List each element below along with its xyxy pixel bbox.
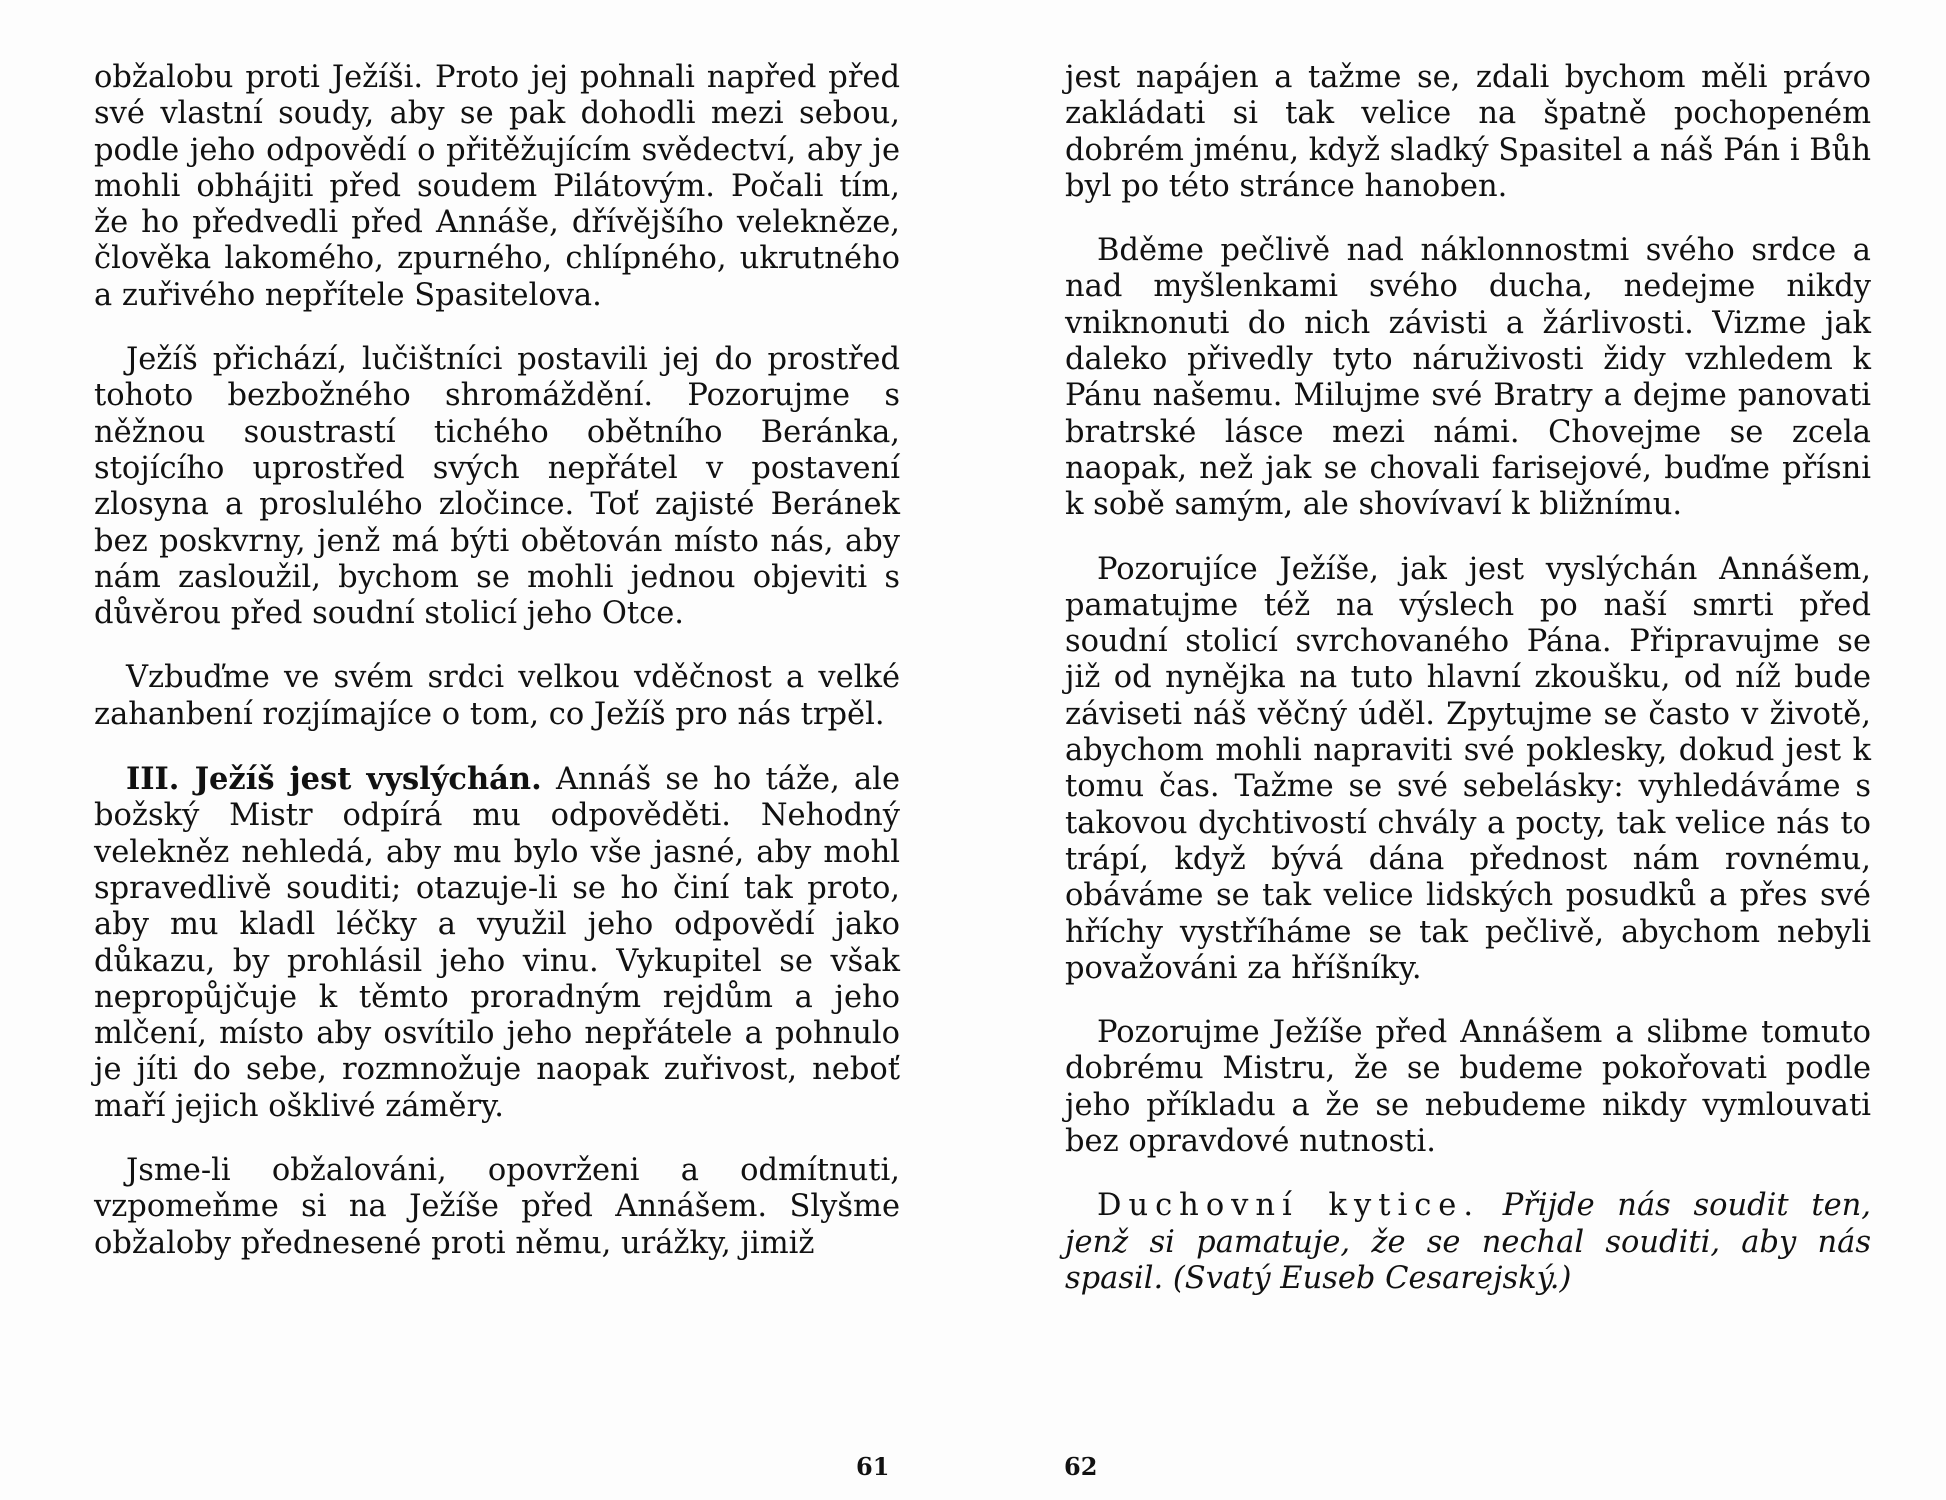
right-page	[1065, 60, 1871, 1297]
paragraph: Vzbuďme ve svém srdci velkou vděčnost a velké zahanbení rozjímajíce o tom, co Ježíš pro nás trpěl.	[94, 660, 900, 732]
paragraph: jest napájen a tažme se, zdali bychom měli právo zakládati si tak velice na špatně pochopeném dobrém jménu, když sladký Spasitel a náš Pán i Bůh byl po této stránce hanoben.	[1065, 60, 1871, 204]
section-paragraph	[94, 761, 900, 1125]
page-number-left: 61	[856, 1452, 890, 1481]
paragraph: Bděme pečlivě nad náklonnostmi svého srdce a nad myšlenkami svého ducha, nedejme nikdy vniknonuti do nich závisti a žárlivosti. Vizme jak daleko přivedly tyto náruživosti židy vzhledem k Pánu našemu. Milujme své Bratry a dejme panovati bratrské lásce mezi námi. Chovejme se zcela naopak, než jak se chovali farisejové, buďme přísni k sobě samým, ale shovívaví k bližnímu.	[1065, 233, 1871, 523]
kytice-label: Duchovní kytice.	[1097, 1188, 1481, 1224]
section-heading: III. Ježíš jest vyslýchán.	[126, 761, 542, 798]
paragraph: Pozorujíce Ježíše, jak jest vyslýchán Annášem, pamatujme též na výslech po naší smrti před soudní stolicí svrchovaného Pána. Připravujme se již od nynějka na tuto hlavní zkoušku, od níž bude záviseti náš věčný úděl. Zpytujme se často v životě, abychom mohli napraviti své poklesky, dokud jest k tomu čas. Tažme se své sebelásky: vyhledáváme s takovou dychtivostí chvály a pocty, tak velice nás to trápí, když bývá dána přednost nám rovnému, obáváme se tak velice lidských posudků a přes své hříchy vystříháme se tak pečlivě, abychom nebyli považováni za hříšníky.	[1065, 551, 1871, 986]
kytice-text: Přijde nás soudit ten, jenž si pamatuje, že se nechal souditi, aby nás spasil. (Svatý Euseb Cesarejský.)	[1065, 1188, 1871, 1296]
paragraph: Pozorujme Ježíše před Annášem a slibme tomuto dobrému Mistru, že se budeme pokořovati podle jeho příkladu a že se nebudeme nikdy vymlouvati bez opravdové nutnosti.	[1065, 1015, 1871, 1160]
page-number-right: 62	[1064, 1452, 1098, 1481]
section-text: Annáš se ho táže, ale božský Mistr odpírá mu odpověděti. Nehodný velekněz nehledá, aby mu bylo vše jasné, aby mohl spravedlivě souditi; otazuje-li se ho činí tak proto, aby mu kladl léčky a využil jeho odpovědí jako důkazu, by prohlásil jeho vinu. Vykupitel se však nepropůjčuje k těmto proradným rejdům a jeho mlčení, místo aby osvítilo jeho nepřátele a pohnulo je jíti do sebe, rozmnožuje naopak zuřivost, neboť maří jejich ošklivé záměry.	[94, 762, 900, 1124]
paragraph: Jsme-li obžalováni, opovrženi a odmítnuti, vzpomeňme si na Ježíše před Annášem. Slyšme obžaloby přednesené proti němu, urážky, jimiž	[94, 1153, 900, 1261]
left-page	[94, 60, 900, 1262]
spiritual-bouquet	[1065, 1188, 1871, 1297]
paragraph: obžalobu proti Ježíši. Proto jej pohnali napřed před své vlastní soudy, aby se pak dohodli mezi sebou, podle jeho odpovědí o přitěžujícím svědectví, aby je mohli obhájiti před soudem Pilátovým. Počali tím, že ho předvedli před Annáše, dřívějšího velekněze, člověka lakomého, zpurného, chlípného, ukrutného a zuřivého nepřítele Spasitelova.	[94, 60, 900, 313]
paragraph: Ježíš přichází, lučištníci postavili jej do prostřed tohoto bezbožného shromáždění. Pozorujme s něžnou soustrastí tichého obětního Beránka, stojícího uprostřed svých nepřátel v postavení zlosyna a proslulého zločince. Toť zajisté Beránek bez poskvrny, jenž má býti obětován místo nás, aby nám zasloužil, bychom se mohli jednou objeviti s důvěrou před soudní stolicí jeho Otce.	[94, 342, 900, 632]
